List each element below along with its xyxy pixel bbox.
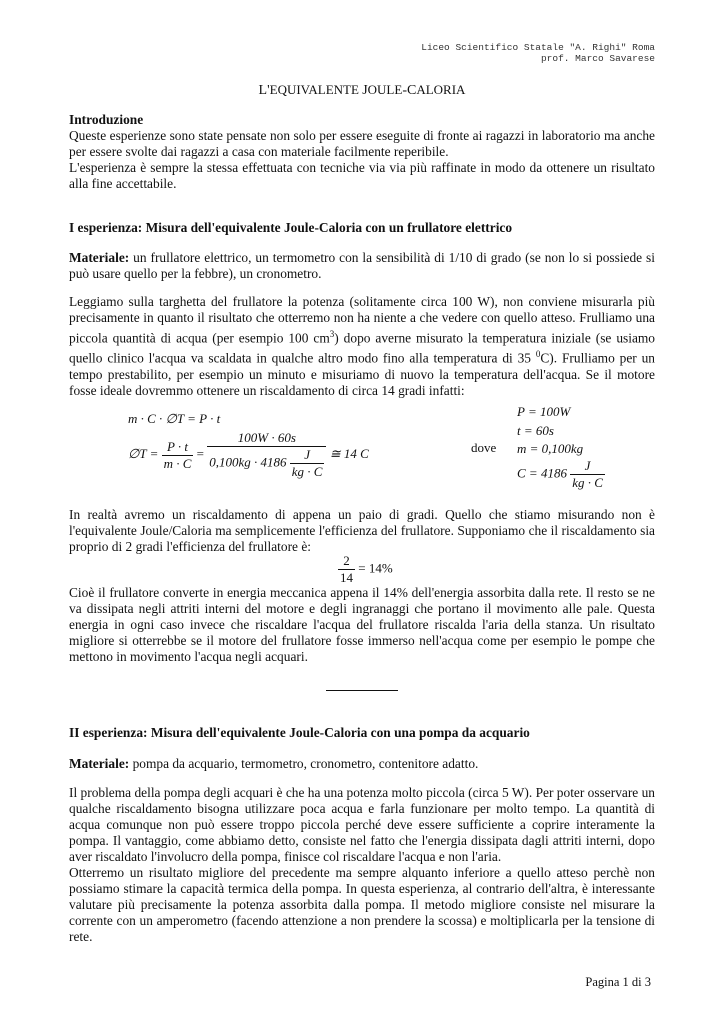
exp2-paragraphs: Il problema della pompa degli acquari è che ha una potenza molto piccola (circa 5 W). Per poter osservare un qualche riscaldamento bisogna utilizzare poca acqua e farla funzionare per molto tempo. La quantità di acqua comunque non può essere troppo piccola perché deve essere sufficiente a coprire interamente la pompa. Il vantaggio, come abbiamo detto, consiste nel fatto che l'energia dissipata dagli attriti interni, dopo aver riscaldato l'involucro della pompa, finisce col riscaldare l'acqua e non l'aria. Otterremo un risultato migliore del precedente ma sempre alquanto inferiore a quello atteso perchè non possiamo stimare la capacità termica della pompa. In questa esperienza, al contrario dell'altra, è interessante valutare più precisamente la potenza assorbita dalla pompa. Il metodo migliore consiste nel misurare la corrente con un amperometro (facendo attenzione a non prendere la scossa) e moltiplicarla per la tensione di rete.	[69, 785, 655, 944]
materiale-text: un frullatore elettrico, un termometro con la sensibilità di 1/10 di grado (se non lo si possiede si può usare quello per la febbre), un cronometro.	[69, 250, 655, 281]
exp1-paragraph: Cioè il frullatore converte in energia meccanica appena il 14% dell'energia assorbita dalla rete. Il resto se ne va dissipata negli attriti interni del motore e degli ingranaggi che portano il movimento alle pale. Questa energia in ogni caso invece che riscaldare l'acqua del frullatore riscalda l'aria della stanza. Un risultato migliore si otterrebbe se il motore del frullatore fosse immerso nell'acqua come per esempio le pompe che mettono in movimento l'acqua negli acquari.	[69, 585, 655, 664]
page-header	[421, 42, 655, 64]
exp2-materiale	[69, 756, 655, 772]
exp1-heading: I esperienza: Misura dell'equivalente Joule-Caloria con un frullatore elettrico	[69, 220, 513, 235]
equation-delta-t: ∅T = $\frac{P \cdot t}{m \cdot C}$ = 100W · 60s 0,100kg · 4186 $\frac{J}{kg \cdot C}$ ≅ 14 C	[128, 430, 369, 479]
fraction: 100W · 60s 0,100kg · 4186 $\frac{J}{kg \cdot C}$	[207, 430, 326, 480]
intro-heading: Introduzione	[69, 112, 144, 127]
intro-paragraph: L'esperienza è sempre la stessa effettuata con tecniche via via più raffinate in modo da ottenere un risultato alla fine accettabile.	[69, 160, 655, 191]
materiale-text: pompa da acquario, termometro, cronometro, contenitore adatto.	[129, 756, 479, 771]
materiale-label: Materiale:	[69, 250, 130, 265]
efficiency-formula: $\frac{2}{14}$ = 14%	[340, 553, 393, 585]
header-school: Liceo Scientifico Statale "A. Righi" Roma	[421, 42, 655, 53]
fraction: $\frac{P \cdot t}{m \cdot C}$	[163, 438, 192, 471]
exp2-heading: II esperienza: Misura dell'equivalente Joule-Caloria con una pompa da acquario	[69, 725, 530, 740]
intro-section	[69, 112, 655, 192]
exp1-materiale	[69, 250, 655, 282]
dove-label: dove	[471, 440, 497, 455]
exp1-paragraph: Leggiamo sulla targhetta del frullatore la potenza (solitamente circa 100 W), non conviene misurarla più precisamente in quanto il risultato che otterremo non ha niente a che vedere con quello atteso. Frulliamo una piccola quantità di acqua (per esempio 100 $cm^3$) dopo averne misurato la temperatura iniziale (se usiamo quello clinico l'acqua va scaldata in qualche altro modo fino alla temperatura di 35 $^0$C). Frulliamo per un tempo prestabilito, per esempio un minuto e misuriamo di nuovo la temperatura dell'acqua. Se il motore fosse ideale dovremmo ottenere un riscaldamento di circa 14 gradi infatti:	[69, 294, 655, 398]
page-number: Pagina 1 di 3	[585, 975, 651, 989]
document-title: L'EQUIVALENTE JOULE-CALORIA	[258, 82, 466, 98]
given-power: P = 100W	[517, 404, 571, 419]
intro-paragraph: Queste esperienze sono state pensate non solo per essere eseguite di fronte ai ragazzi in laboratorio ma anche per essere svolte dai ragazzi a casa con materiale facilmente reperibile.	[69, 128, 655, 159]
given-time: t = 60s	[517, 423, 554, 438]
header-author: prof. Marco Savarese	[540, 53, 655, 64]
exp1-paragraph: In realtà avremo un riscaldamento di appena un paio di gradi. Quello che stiamo misurando non è l'equivalente Joule/Caloria ma semplicemente l'efficienza del frullatore. Supponiamo che il riscaldamento sia proprio di 2 gradi l'efficienza del frullatore è:	[69, 507, 655, 554]
section-separator	[326, 690, 398, 691]
given-specific-heat: C = 4186 $\frac{J}{kg \cdot C}$	[517, 458, 603, 490]
given-mass: m = 0,100kg	[517, 441, 584, 456]
equation-energy-balance: m · C · ∅T = P · t	[128, 411, 221, 426]
materiale-label: Materiale:	[69, 756, 130, 771]
